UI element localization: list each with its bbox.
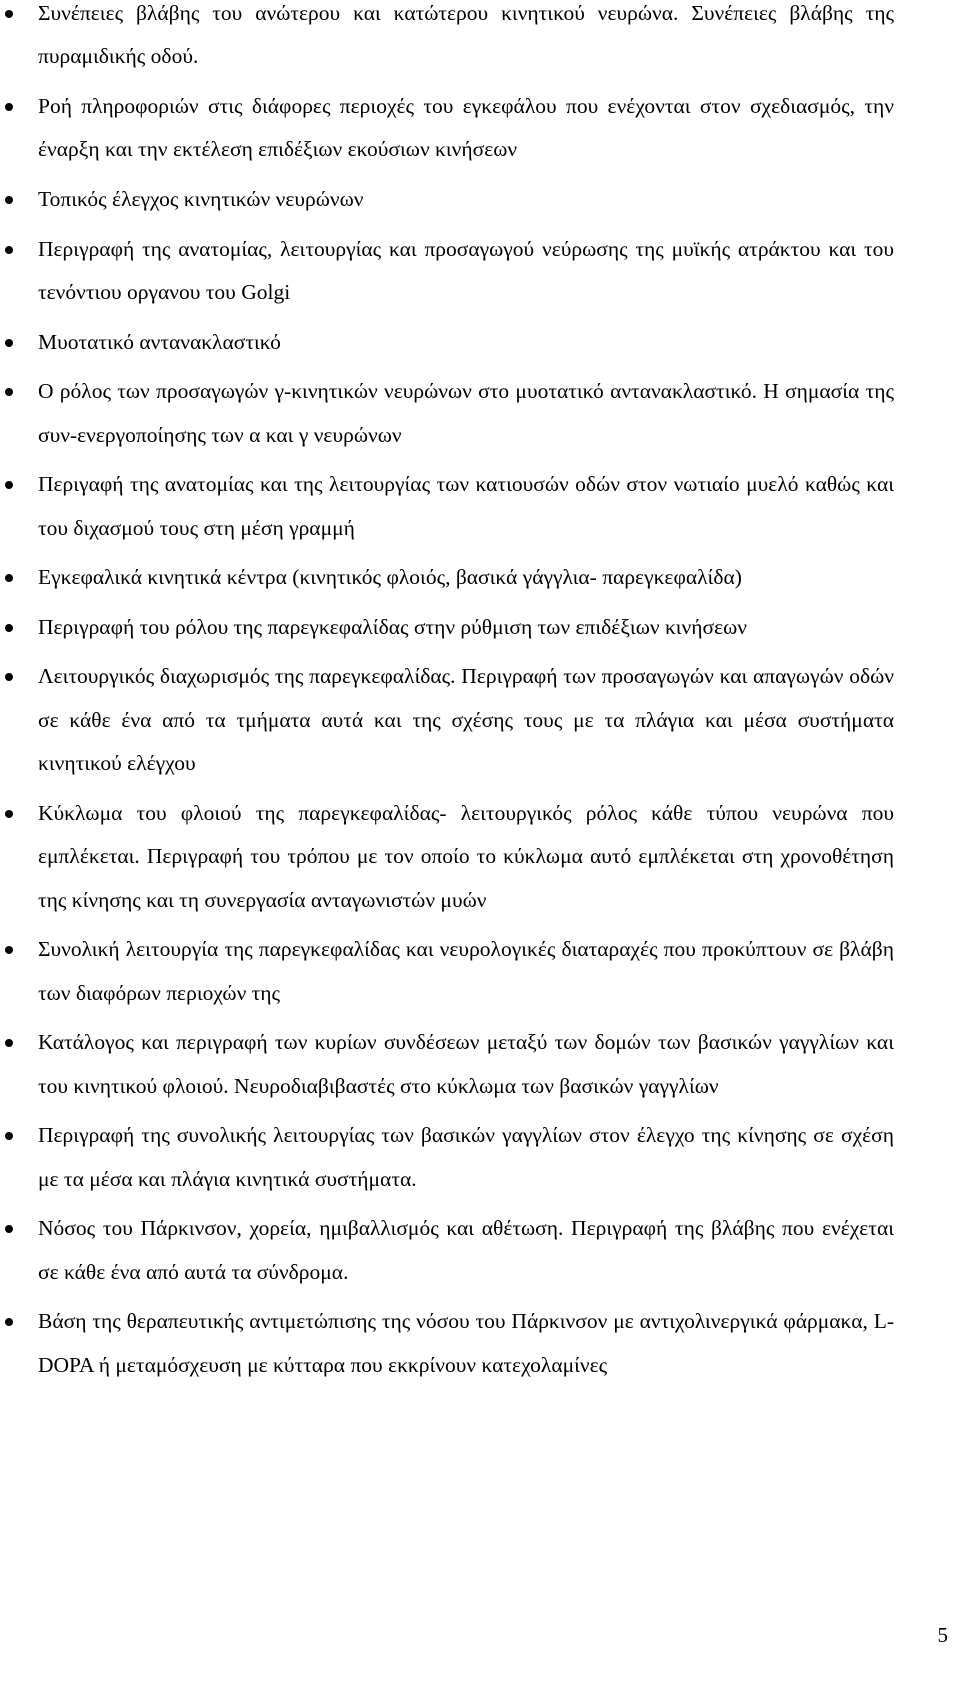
list-item-text: Εγκεφαλικά κινητικά κέντρα (κινητικός φλοιός, βασικά γάγγλια- παρεγκεφαλίδα) — [38, 565, 742, 590]
bullet-icon — [5, 196, 13, 204]
list-item-text: Κατάλογος και περιγραφή των κυρίων συνδέσεων μεταξύ των δομών των βασικών γαγγλίων και του κινητικού φλοιού. Νευροδιαβιβαστές στο κύκλωμα των βασικών γαγγλίων — [38, 1030, 894, 1098]
bullet-icon — [5, 946, 13, 954]
bullet-icon — [5, 810, 13, 818]
list-item — [38, 85, 894, 172]
list-item — [38, 321, 894, 364]
bullet-icon — [5, 388, 13, 396]
list-item — [38, 0, 894, 79]
bullet-icon — [5, 1318, 13, 1326]
list-item-text: Τοπικός έλεγχος κινητικών νευρώνων — [38, 187, 364, 211]
bullet-list — [38, 0, 894, 1393]
list-item — [38, 1114, 894, 1201]
bullet-icon — [5, 339, 13, 347]
bullet-icon — [5, 1039, 13, 1047]
bullet-icon — [5, 574, 13, 582]
list-item — [38, 606, 894, 649]
bullet-icon — [5, 673, 13, 681]
list-item — [38, 1021, 894, 1108]
list-item-text: Κύκλωμα του φλοιού της παρεγκεφαλίδας- λειτουργικός ρόλος κάθε τύπου νευρώνα που εμπλέκεται. Περιγραφή του τρόπου με τον οποίο το κύκλωμα αυτό εμπλέκεται στη χρονοθέτηση της κίνησης και τη συνεργασία ανταγωνιστών μυών — [38, 800, 894, 912]
bullet-icon — [5, 1225, 13, 1233]
list-item — [38, 1207, 894, 1294]
list-item-text: Περιγραφή του ρόλου της παρεγκεφαλίδας στην ρύθμιση των επιδέξιων κινήσεων — [38, 614, 748, 639]
list-item — [38, 463, 894, 550]
list-item-text: Ο ρόλος των προσαγωγών γ-κινητικών νευρώνων στο μυοτατικό αντανακλαστικό. Η σημασία της συν-ενεργοποίησης των α και γ νευρώνων — [38, 379, 894, 447]
list-item-text: Συνολική λειτουργία της παρεγκεφαλίδας και νευρολογικές διαταραχές που προκύπτουν σε βλάβη των διαφόρων περιοχών της — [38, 937, 894, 1005]
bullet-icon — [5, 246, 13, 254]
list-item-text: Λειτουργικός διαχωρισμός της παρεγκεφαλίδας. Περιγραφή των προσαγωγών και απαγωγών οδών σε κάθε ένα από τα τμήματα αυτά και της σχέσης τους με τα πλάγια και μέσα συστήματα κινητικού ελέγχου — [38, 664, 894, 776]
list-item — [38, 228, 894, 315]
bullet-icon — [5, 103, 13, 111]
list-item — [38, 556, 894, 599]
list-item-text: Περιγαφή της ανατομίας και της λειτουργίας των κατιουσών οδών στον νωτιαίο μυελό καθώς και του διχασμού τους στη μέση γραμμή — [38, 472, 894, 540]
list-item — [38, 370, 894, 457]
bullet-icon — [5, 481, 13, 489]
list-item-text: Βάση της θεραπευτικής αντιμετώπισης της νόσου του Πάρκινσον με αντιχολινεργικά φάρμακα, L-DOPA ή μεταμόσχευση με κύτταρα που εκκρίνουν κατεχολαμίνες — [38, 1309, 894, 1377]
list-item — [38, 655, 894, 785]
list-item-text: Περιγραφή της συνολικής λειτουργίας των βασικών γαγγλίων στον έλεγχο της κίνησης σε σχέση με τα μέσα και πλάγια κινητικά συστήματα. — [38, 1123, 894, 1191]
list-item-text: Συνέπειες βλάβης του ανώτερου και κατώτερου κινητικού νευρώνα. Συνέπειες βλάβης της πυραμιδικής οδού. — [38, 1, 894, 69]
list-item-text: Περιγραφή της ανατομίας, λειτουργίας και προσαγωγού νεύρωσης της μυϊκής ατράκτου και του τενόντιου οργανου του Golgi — [38, 236, 894, 304]
list-item — [38, 178, 894, 221]
list-item — [38, 1300, 894, 1387]
page-number: 5 — [937, 1623, 948, 1647]
bullet-icon — [5, 624, 13, 632]
list-item-text: Μυοτατικό αντανακλαστικό — [38, 329, 281, 354]
bullet-icon — [5, 1132, 13, 1140]
list-item-text: Ροή πληροφοριών στις διάφορες περιοχές του εγκεφάλου που ενέχονται στον σχεδιασμός, την έναρξη και την εκτέλεση επιδέξιων εκούσιων κινήσεων — [38, 94, 894, 162]
list-item-text: Νόσος του Πάρκινσον, χορεία, ημιβαλλισμός και αθέτωση. Περιγραφή της βλάβης που ενέχεται σε κάθε ένα από αυτά τα σύνδρομα. — [38, 1216, 894, 1284]
list-item — [38, 928, 894, 1015]
bullet-icon — [5, 10, 13, 18]
list-item — [38, 792, 894, 922]
